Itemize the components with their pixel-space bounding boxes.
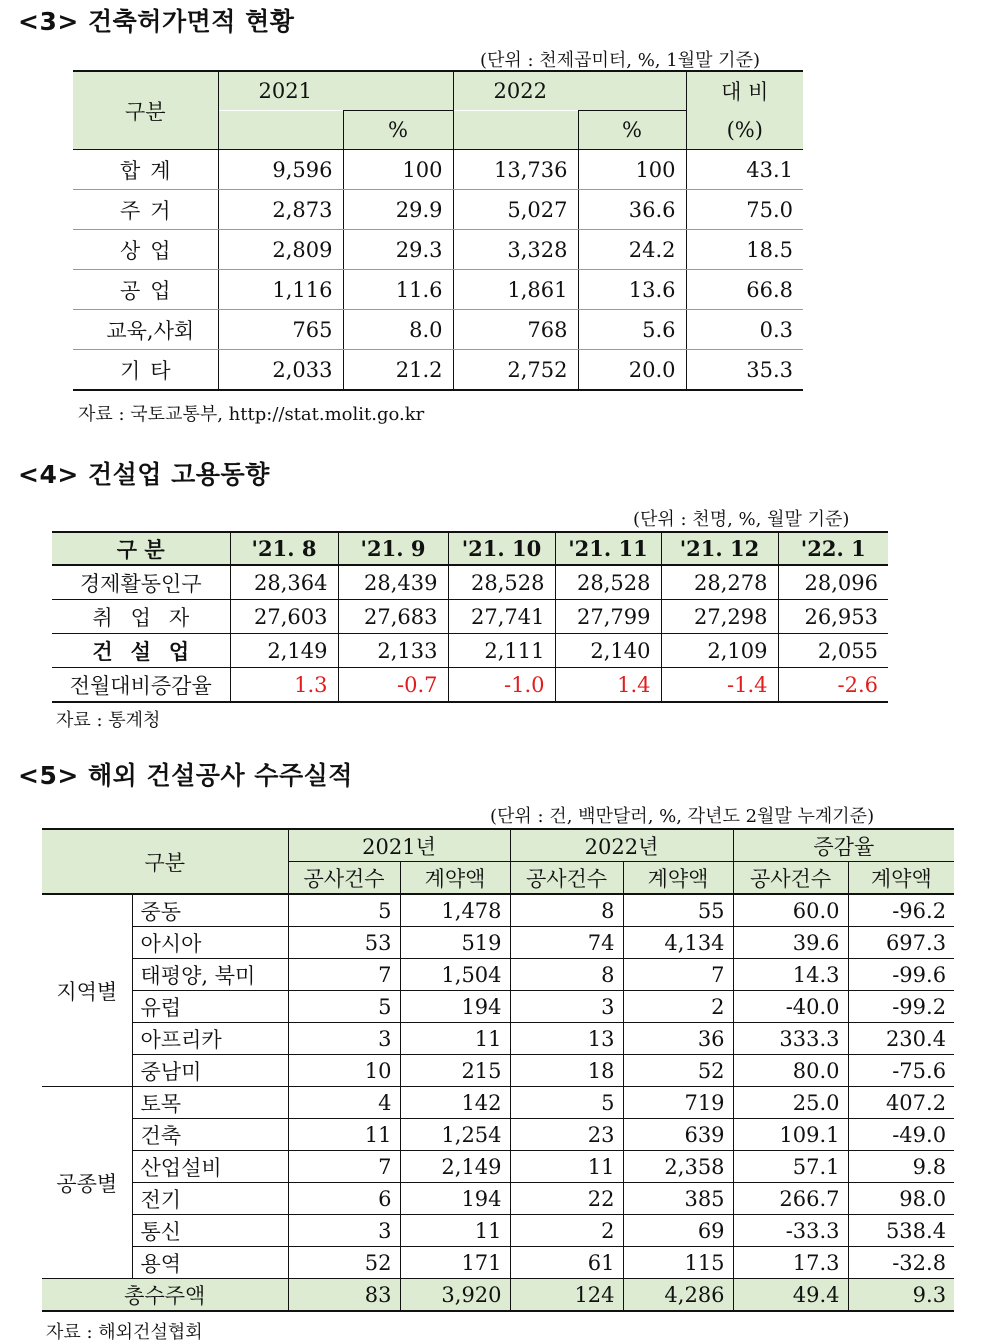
cell-ratio: 43.1 xyxy=(686,150,803,190)
cell-value: 11 xyxy=(510,1151,623,1183)
cell-value: 639 xyxy=(623,1119,733,1151)
row-label: 중남미 xyxy=(132,1055,288,1087)
cell-value: 7 xyxy=(288,959,400,991)
table-row xyxy=(52,565,888,600)
header-month: '21. 9 xyxy=(338,532,448,565)
cell-value: 18 xyxy=(510,1055,623,1087)
table-row xyxy=(42,1087,954,1119)
header-2022-blank xyxy=(453,111,578,150)
cell-value: 10 xyxy=(288,1055,400,1087)
cell-value: -40.0 xyxy=(733,991,848,1023)
cell-value: 28,278 xyxy=(661,565,778,600)
header-category: 구분 xyxy=(73,71,218,150)
cell-value: 22 xyxy=(510,1183,623,1215)
cell-value: 27,298 xyxy=(661,600,778,634)
cell-p2021: 29.9 xyxy=(343,190,453,230)
row-label: 상업 xyxy=(73,230,218,270)
table-row xyxy=(42,1183,954,1215)
cell-value: 2,140 xyxy=(555,634,661,668)
section4-unit: (단위 : 천명, %, 월말 기준) xyxy=(633,509,850,530)
header-category: 구분 xyxy=(42,829,288,894)
cell-value: 1,504 xyxy=(400,959,510,991)
cell-value: 26,953 xyxy=(778,600,888,634)
cell-value: -1.0 xyxy=(448,668,555,703)
cell-value: 61 xyxy=(510,1247,623,1279)
cell-value: 697.3 xyxy=(848,927,954,959)
table-row xyxy=(42,959,954,991)
cell-value: 1,254 xyxy=(400,1119,510,1151)
total-row xyxy=(42,1279,954,1312)
section3-unit: (단위 : 천제곱미터, %, 1월말 기준) xyxy=(480,50,760,71)
cell-value: 124 xyxy=(510,1279,623,1312)
cell-value: 52 xyxy=(623,1055,733,1087)
cell-value: 27,741 xyxy=(448,600,555,634)
cell-value: 27,799 xyxy=(555,600,661,634)
cell-v2021: 2,873 xyxy=(218,190,343,230)
cell-value: 80.0 xyxy=(733,1055,848,1087)
table-row xyxy=(52,668,888,703)
cell-value: 28,528 xyxy=(448,565,555,600)
cell-value: 9.8 xyxy=(848,1151,954,1183)
cell-ratio: 18.5 xyxy=(686,230,803,270)
row-label: 전기 xyxy=(132,1183,288,1215)
cell-p2022: 20.0 xyxy=(578,350,686,391)
header-change: 증감율 xyxy=(733,829,954,862)
row-label: 아시아 xyxy=(132,927,288,959)
header-month: '21. 12 xyxy=(661,532,778,565)
row-label: 교육,사회 xyxy=(73,310,218,350)
header-2022: 2022년 xyxy=(510,829,733,862)
cell-value: 171 xyxy=(400,1247,510,1279)
cell-value: 5 xyxy=(288,991,400,1023)
cell-value: 385 xyxy=(623,1183,733,1215)
cell-value: 333.3 xyxy=(733,1023,848,1055)
row-label: 주거 xyxy=(73,190,218,230)
cell-ratio: 75.0 xyxy=(686,190,803,230)
cell-value: 52 xyxy=(288,1247,400,1279)
row-label: 건축 xyxy=(132,1119,288,1151)
cell-value: 98.0 xyxy=(848,1183,954,1215)
cell-value: 407.2 xyxy=(848,1087,954,1119)
cell-value: 538.4 xyxy=(848,1215,954,1247)
cell-value: 13 xyxy=(510,1023,623,1055)
total-label: 총수주액 xyxy=(42,1279,288,1312)
cell-value: 5 xyxy=(510,1087,623,1119)
overseas-construction-table xyxy=(42,828,954,1312)
cell-value: 28,528 xyxy=(555,565,661,600)
cell-value: 39.6 xyxy=(733,927,848,959)
table-row xyxy=(42,1151,954,1183)
cell-p2022: 13.6 xyxy=(578,270,686,310)
cell-value: 27,683 xyxy=(338,600,448,634)
cell-value: 2,358 xyxy=(623,1151,733,1183)
cell-ratio: 35.3 xyxy=(686,350,803,391)
header-month: '22. 1 xyxy=(778,532,888,565)
header-2022: 2022 xyxy=(453,71,686,111)
table-row xyxy=(52,600,888,634)
cell-value: 194 xyxy=(400,991,510,1023)
cell-ratio: 66.8 xyxy=(686,270,803,310)
row-label: 태평양, 북미 xyxy=(132,959,288,991)
header-count: 공사건수 xyxy=(510,862,623,895)
table-row xyxy=(42,894,954,927)
header-2022-pct: % xyxy=(578,111,686,150)
cell-value: 266.7 xyxy=(733,1183,848,1215)
cell-value: 3 xyxy=(510,991,623,1023)
cell-value: -96.2 xyxy=(848,894,954,927)
cell-p2021: 11.6 xyxy=(343,270,453,310)
table-row xyxy=(73,350,803,391)
table-row xyxy=(42,1247,954,1279)
header-ratio-unit: (%) xyxy=(686,111,803,150)
cell-value: 17.3 xyxy=(733,1247,848,1279)
header-count: 공사건수 xyxy=(733,862,848,895)
cell-value: 28,096 xyxy=(778,565,888,600)
row-label: 유럽 xyxy=(132,991,288,1023)
cell-ratio: 0.3 xyxy=(686,310,803,350)
cell-value: 2 xyxy=(510,1215,623,1247)
cell-value: 719 xyxy=(623,1087,733,1119)
cell-value: 215 xyxy=(400,1055,510,1087)
cell-value: 109.1 xyxy=(733,1119,848,1151)
cell-value: 60.0 xyxy=(733,894,848,927)
construction-employment-table xyxy=(52,531,888,703)
cell-value: 57.1 xyxy=(733,1151,848,1183)
cell-v2021: 1,116 xyxy=(218,270,343,310)
cell-value: 11 xyxy=(288,1119,400,1151)
row-label: 아프리카 xyxy=(132,1023,288,1055)
header-row xyxy=(52,532,888,565)
table-row xyxy=(42,1023,954,1055)
cell-value: -1.4 xyxy=(661,668,778,703)
header-month: '21. 11 xyxy=(555,532,661,565)
group-label: 공종별 xyxy=(42,1087,132,1279)
cell-value: 55 xyxy=(623,894,733,927)
header-2021-blank xyxy=(218,111,343,150)
cell-value: 14.3 xyxy=(733,959,848,991)
section5-title: <5> 해외 건설공사 수주실적 xyxy=(18,761,353,790)
row-label: 기타 xyxy=(73,350,218,391)
row-label: 취업자 xyxy=(52,600,230,634)
cell-value: 6 xyxy=(288,1183,400,1215)
cell-value: 1.3 xyxy=(230,668,338,703)
cell-value: -0.7 xyxy=(338,668,448,703)
group-label: 지역별 xyxy=(42,894,132,1087)
cell-v2022: 1,861 xyxy=(453,270,578,310)
header-month: '21. 8 xyxy=(230,532,338,565)
cell-value: -99.2 xyxy=(848,991,954,1023)
cell-p2021: 100 xyxy=(343,150,453,190)
row-label: 산업설비 xyxy=(132,1151,288,1183)
cell-value: 8 xyxy=(510,959,623,991)
cell-v2022: 3,328 xyxy=(453,230,578,270)
section3-title: <3> 건축허가면적 현황 xyxy=(18,7,295,36)
cell-value: -75.6 xyxy=(848,1055,954,1087)
table-row xyxy=(42,1055,954,1087)
section3-source: 자료 : 국토교통부, http://stat.molit.go.kr xyxy=(78,404,425,425)
section5-unit: (단위 : 건, 백만달러, %, 각년도 2월말 누계기준) xyxy=(490,806,875,827)
cell-value: 2,149 xyxy=(400,1151,510,1183)
table-row xyxy=(73,230,803,270)
table-row xyxy=(42,927,954,959)
header-amount: 계약액 xyxy=(623,862,733,895)
cell-v2021: 2,809 xyxy=(218,230,343,270)
table-row xyxy=(52,634,888,668)
cell-value: -2.6 xyxy=(778,668,888,703)
row-label: 경제활동인구 xyxy=(52,565,230,600)
cell-p2022: 24.2 xyxy=(578,230,686,270)
table-row xyxy=(73,270,803,310)
cell-value: -49.0 xyxy=(848,1119,954,1151)
cell-value: 7 xyxy=(623,959,733,991)
cell-value: 11 xyxy=(400,1215,510,1247)
cell-v2021: 2,033 xyxy=(218,350,343,391)
table-row xyxy=(42,991,954,1023)
cell-value: 27,603 xyxy=(230,600,338,634)
table-row xyxy=(73,150,803,190)
cell-p2021: 21.2 xyxy=(343,350,453,391)
cell-value: 74 xyxy=(510,927,623,959)
row-label: 용역 xyxy=(132,1247,288,1279)
cell-value: 28,364 xyxy=(230,565,338,600)
cell-value: 115 xyxy=(623,1247,733,1279)
row-label: 건설업 xyxy=(52,634,230,668)
table-row xyxy=(42,1119,954,1151)
table-row xyxy=(42,1215,954,1247)
cell-value: 9.3 xyxy=(848,1279,954,1312)
cell-value: 23 xyxy=(510,1119,623,1151)
cell-value: 4,286 xyxy=(623,1279,733,1312)
row-label: 합계 xyxy=(73,150,218,190)
cell-value: 28,439 xyxy=(338,565,448,600)
cell-value: 36 xyxy=(623,1023,733,1055)
cell-v2022: 5,027 xyxy=(453,190,578,230)
row-label: 전월대비증감율 xyxy=(52,668,230,703)
cell-value: 83 xyxy=(288,1279,400,1312)
cell-value: 5 xyxy=(288,894,400,927)
cell-v2022: 13,736 xyxy=(453,150,578,190)
cell-v2022: 2,752 xyxy=(453,350,578,391)
cell-value: 49.4 xyxy=(733,1279,848,1312)
table-row xyxy=(73,190,803,230)
cell-value: 8 xyxy=(510,894,623,927)
cell-value: 4,134 xyxy=(623,927,733,959)
cell-value: 3,920 xyxy=(400,1279,510,1312)
cell-p2021: 29.3 xyxy=(343,230,453,270)
cell-value: 53 xyxy=(288,927,400,959)
cell-value: 69 xyxy=(623,1215,733,1247)
cell-value: -32.8 xyxy=(848,1247,954,1279)
header-category: 구 분 xyxy=(52,532,230,565)
row-label: 공업 xyxy=(73,270,218,310)
cell-v2021: 765 xyxy=(218,310,343,350)
cell-value: 2,055 xyxy=(778,634,888,668)
cell-p2022: 100 xyxy=(578,150,686,190)
cell-value: 230.4 xyxy=(848,1023,954,1055)
cell-value: 194 xyxy=(400,1183,510,1215)
row-label: 통신 xyxy=(132,1215,288,1247)
cell-value: 2 xyxy=(623,991,733,1023)
row-label: 토목 xyxy=(132,1087,288,1119)
header-amount: 계약액 xyxy=(848,862,954,895)
building-permit-table xyxy=(73,70,803,391)
section4-source: 자료 : 통계청 xyxy=(56,710,161,731)
header-2021: 2021년 xyxy=(288,829,510,862)
cell-value: 1.4 xyxy=(555,668,661,703)
cell-v2021: 9,596 xyxy=(218,150,343,190)
cell-value: 2,111 xyxy=(448,634,555,668)
header-ratio: 대 비 xyxy=(686,71,803,111)
cell-value: 4 xyxy=(288,1087,400,1119)
header-month: '21. 10 xyxy=(448,532,555,565)
cell-value: -99.6 xyxy=(848,959,954,991)
cell-value: 142 xyxy=(400,1087,510,1119)
header-count: 공사건수 xyxy=(288,862,400,895)
cell-value: 2,133 xyxy=(338,634,448,668)
section4-title: <4> 건설업 고용동향 xyxy=(18,460,270,489)
cell-value: 3 xyxy=(288,1215,400,1247)
cell-value: 2,149 xyxy=(230,634,338,668)
cell-v2022: 768 xyxy=(453,310,578,350)
cell-value: 7 xyxy=(288,1151,400,1183)
table-row xyxy=(73,310,803,350)
cell-value: 25.0 xyxy=(733,1087,848,1119)
header-2021-pct: % xyxy=(343,111,453,150)
cell-value: 2,109 xyxy=(661,634,778,668)
header-2021: 2021 xyxy=(218,71,453,111)
cell-value: 519 xyxy=(400,927,510,959)
cell-value: -33.3 xyxy=(733,1215,848,1247)
cell-p2021: 8.0 xyxy=(343,310,453,350)
section5-source: 자료 : 해외건설협회 xyxy=(46,1322,203,1343)
cell-p2022: 36.6 xyxy=(578,190,686,230)
cell-value: 3 xyxy=(288,1023,400,1055)
header-amount: 계약액 xyxy=(400,862,510,895)
cell-p2022: 5.6 xyxy=(578,310,686,350)
cell-value: 11 xyxy=(400,1023,510,1055)
cell-value: 1,478 xyxy=(400,894,510,927)
row-label: 중동 xyxy=(132,894,288,927)
